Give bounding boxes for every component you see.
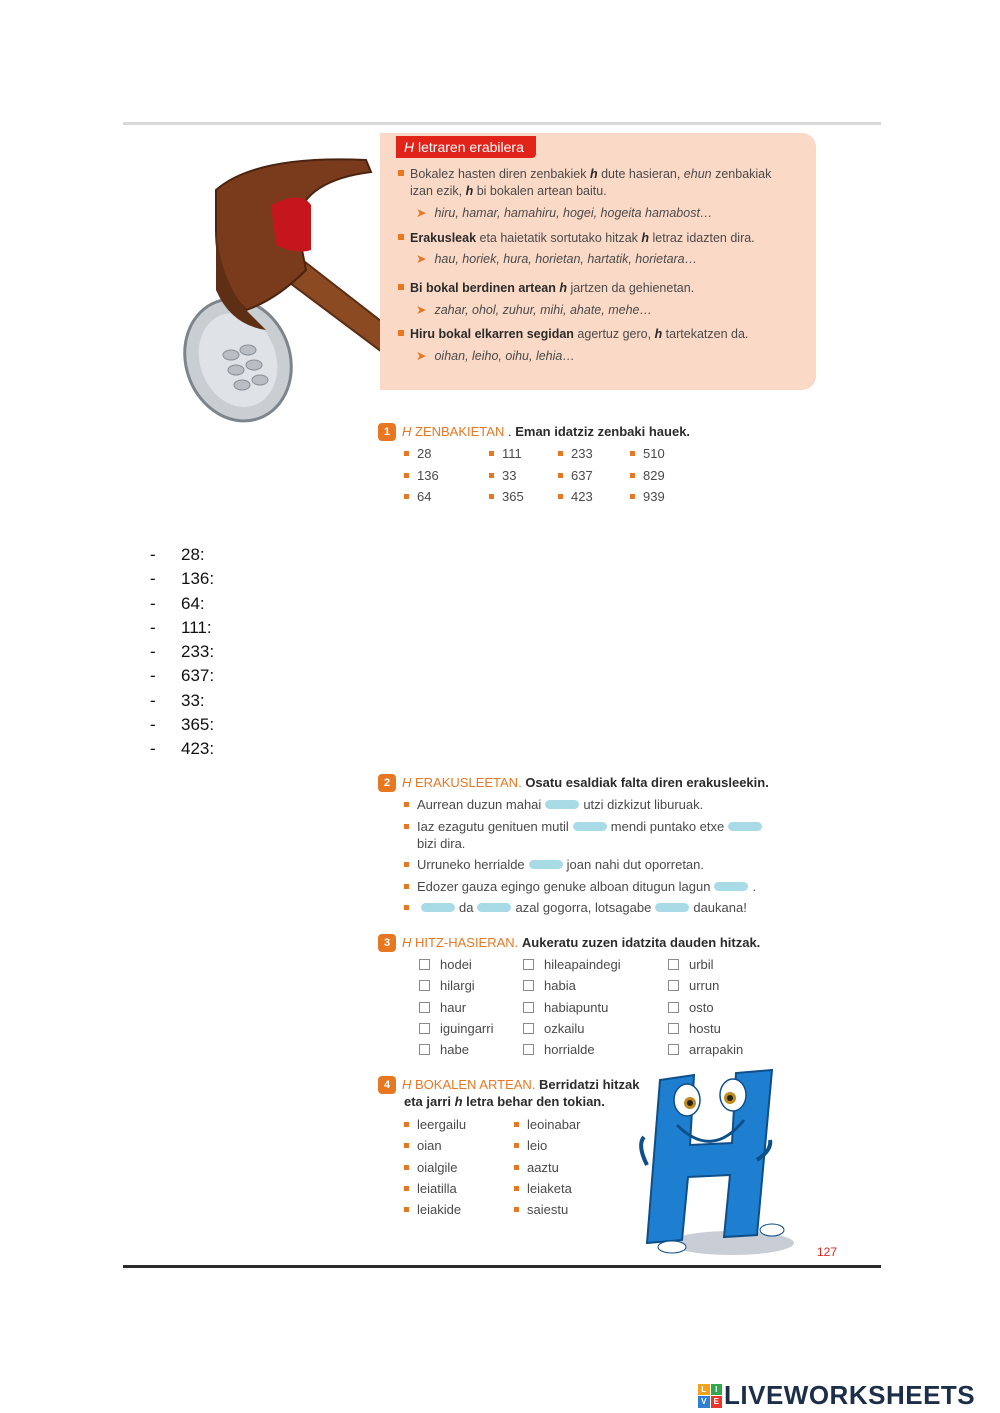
ex1-item: 33 — [489, 468, 516, 483]
ex3-checkbox-item[interactable]: ozkailu — [523, 1021, 584, 1036]
ex2-sentence: Edozer gauza egingo genuke alboan ditugun lagun . — [404, 879, 756, 894]
answer-blank[interactable] — [421, 903, 455, 912]
top-rule — [123, 122, 881, 125]
checkbox[interactable] — [523, 1023, 534, 1034]
answer-line[interactable]: - 111: — [150, 618, 212, 637]
answer-blank[interactable] — [573, 822, 607, 831]
ex3-checkbox-item[interactable]: habia — [523, 978, 576, 993]
ex3-checkbox-item[interactable]: osto — [668, 1000, 714, 1015]
answer-blank[interactable] — [545, 800, 579, 809]
bottom-rule — [123, 1265, 881, 1268]
answer-line[interactable]: - 423: — [150, 739, 215, 758]
ex2-sentence: Aurrean duzun mahai utzi dizkizut liburuak. — [404, 797, 703, 812]
liveworksheets-icon: L I V E — [698, 1384, 722, 1408]
exercise-2-header: 2 H ERAKUSLEETAN. Osatu esaldiak falta diren erakusleekin. — [378, 774, 769, 792]
rule-2-example: ➤ hau, horiek, hura, horietan, hartatik, horietara… — [416, 252, 698, 266]
ex1-item: 136 — [404, 468, 439, 483]
checkbox[interactable] — [668, 1023, 679, 1034]
rule-1-example: ➤ hiru, hamar, hamahiru, hogei, hogeita hamabost… — [416, 206, 713, 220]
checkbox[interactable] — [419, 1044, 430, 1055]
ex3-checkbox-item[interactable]: habiapuntu — [523, 1000, 608, 1015]
exercise-1-header: 1 H ZENBAKIETAN . Eman idatziz zenbaki hauek. — [378, 423, 690, 441]
exercise-3-header: 3 H HITZ-HASIERAN. Aukeratu zuzen idatzita dauden hitzak. — [378, 934, 760, 952]
ex3-checkbox-item[interactable]: hostu — [668, 1021, 721, 1036]
ex4-word: saiestu — [514, 1202, 568, 1217]
ex3-checkbox-item[interactable]: haur — [419, 1000, 466, 1015]
ex4-word: leergailu — [404, 1117, 466, 1132]
answer-blank[interactable] — [529, 860, 563, 869]
ex1-item: 510 — [630, 446, 665, 461]
ex1-item: 939 — [630, 489, 665, 504]
ex3-checkbox-item[interactable]: hodei — [419, 957, 472, 972]
rule-3-example: ➤ zahar, ohol, zuhur, mihi, ahate, mehe… — [416, 303, 652, 317]
ex3-checkbox-item[interactable]: urrun — [668, 978, 719, 993]
ex3-checkbox-item[interactable]: hilargi — [419, 978, 475, 993]
ex4-word: leio — [514, 1138, 547, 1153]
checkbox[interactable] — [523, 1002, 534, 1013]
ex3-checkbox-item[interactable]: habe — [419, 1042, 469, 1057]
ex4-word: oian — [404, 1138, 442, 1153]
ex1-item: 423 — [558, 489, 593, 504]
checkbox[interactable] — [523, 1044, 534, 1055]
checkbox[interactable] — [523, 980, 534, 991]
page-number: 127 — [817, 1245, 838, 1259]
liveworksheets-logo — [698, 1380, 975, 1411]
checkbox[interactable] — [419, 980, 430, 991]
ex1-item: 64 — [404, 489, 431, 504]
rule-4: Hiru bokal elkarren segidan agertuz gero, h tartekatzen da. — [398, 326, 808, 343]
ex2-sentence-cont: bizi dira. — [417, 836, 466, 851]
answer-line[interactable]: - 64: — [150, 594, 205, 613]
checkbox[interactable] — [668, 959, 679, 970]
ex2-sentence: Iaz ezagutu genituen mutil mendi puntako etxe — [404, 819, 766, 834]
ex2-sentence: Urruneko herrialde joan nahi dut oporretan. — [404, 857, 704, 872]
checkbox[interactable] — [523, 959, 534, 970]
ex2-sentence: da azal gogorra, lotsagabe daukana! — [404, 900, 747, 915]
answer-line[interactable]: - 136: — [150, 569, 215, 588]
ex4-word: leiakide — [404, 1202, 461, 1217]
ex1-item: 28 — [404, 446, 431, 461]
exercise-4-header: 4 H BOKALEN ARTEAN. Berridatzi hitzak — [378, 1076, 639, 1094]
rule-4-example: ➤ oihan, leiho, oihu, lehia… — [416, 349, 575, 363]
answer-blank[interactable] — [728, 822, 762, 831]
checkbox[interactable] — [419, 1023, 430, 1034]
answer-line[interactable]: - 33: — [150, 691, 205, 710]
ex3-checkbox-item[interactable]: horrialde — [523, 1042, 595, 1057]
ex1-item: 829 — [630, 468, 665, 483]
rule-1-line2: izan ezik, h bi bokalen artean baitu. — [410, 184, 607, 198]
ex1-item: 365 — [489, 489, 524, 504]
checkbox[interactable] — [668, 1002, 679, 1013]
ex1-item: 637 — [558, 468, 593, 483]
answer-blank[interactable] — [714, 882, 748, 891]
ex4-word: leiaketa — [514, 1181, 572, 1196]
checkbox[interactable] — [419, 1002, 430, 1013]
ex3-checkbox-item[interactable]: urbil — [668, 957, 714, 972]
ex3-checkbox-item[interactable]: iguingarri — [419, 1021, 493, 1036]
letter-h-mascot — [632, 1065, 797, 1260]
ex1-item: 233 — [558, 446, 593, 461]
checkbox[interactable] — [668, 1044, 679, 1055]
ex3-checkbox-item[interactable]: arrapakin — [668, 1042, 743, 1057]
hammer-phone-illustration — [176, 150, 391, 425]
answer-line[interactable]: - 233: — [150, 642, 215, 661]
rule-2: Erakusleak eta haietatik sortutako hitzak h letraz idazten dira. — [398, 230, 808, 247]
ex4-word: aaztu — [514, 1160, 559, 1175]
exercise-4-header-line2: eta jarri h letra behar den tokian. — [404, 1094, 605, 1109]
rule-1: Bokalez hasten diren zenbakiek h dute hasieran, ehun zenbakiak — [398, 166, 808, 183]
answer-line[interactable]: - 28: — [150, 545, 205, 564]
answer-blank[interactable] — [477, 903, 511, 912]
ex1-item: 111 — [489, 446, 522, 461]
ex3-checkbox-item[interactable]: hileapaindegi — [523, 957, 621, 972]
rule-3: Bi bokal berdinen artean h jartzen da gehienetan. — [398, 280, 808, 297]
answer-line[interactable]: - 365: — [150, 715, 215, 734]
ex4-word: leiatilla — [404, 1181, 457, 1196]
ex4-word: leoinabar — [514, 1117, 581, 1132]
checkbox[interactable] — [419, 959, 430, 970]
ex4-word: oialgile — [404, 1160, 457, 1175]
answer-blank[interactable] — [655, 903, 689, 912]
checkbox[interactable] — [668, 980, 679, 991]
answer-line[interactable]: - 637: — [150, 666, 215, 685]
info-box-title: H letraren erabilera — [396, 136, 536, 158]
brand-text: LIVEWORKSHEETS — [724, 1380, 976, 1410]
